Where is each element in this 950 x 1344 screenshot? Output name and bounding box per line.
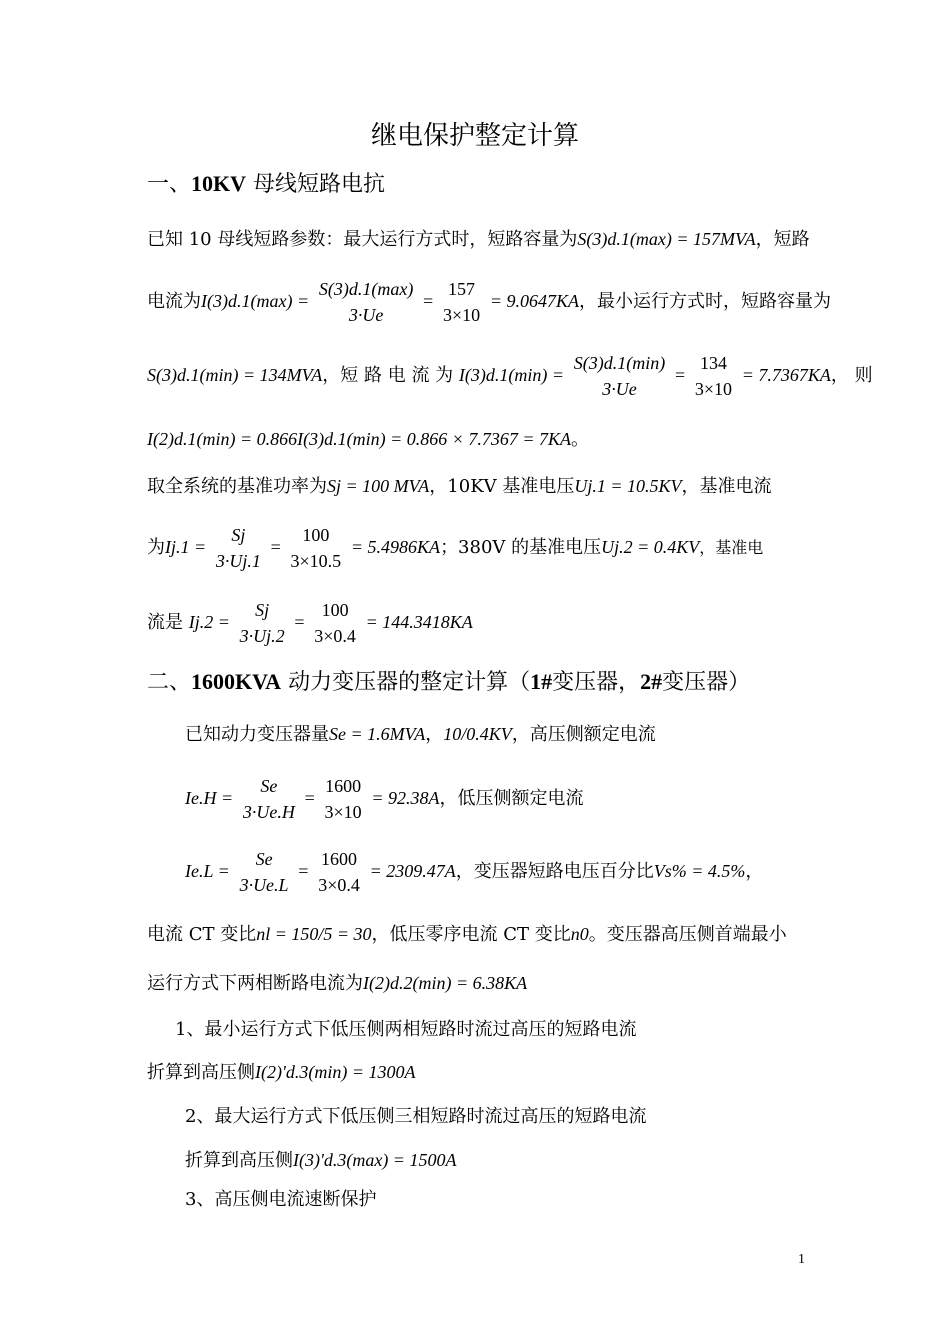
s2-line-5	[147, 971, 527, 996]
section-1-rest: 母线短路电抗	[246, 172, 386, 197]
s1-l1-equation: S(3)d.1(max) = 157MVA	[577, 229, 756, 249]
frac-num: 100	[302, 525, 330, 545]
s2-l4-tail: 。变压器高压侧首端最小	[588, 924, 787, 945]
s1-l6-fraction-1	[216, 522, 261, 574]
frac-num: 134	[699, 353, 727, 373]
s1-l6-eq2: Uj.2 = 0.4KV	[601, 537, 700, 557]
s1-l1-text: 已知 10 母线短路参数：最大运行方式时，短路容量为	[147, 229, 578, 250]
s1-l6-lhs: Ij.1 =	[165, 537, 207, 557]
frac-den: 3×10	[442, 305, 481, 325]
s2-l4-eq2: n0	[570, 924, 589, 944]
frac-den: 3×10	[694, 379, 733, 399]
s1-line-7: 流是 Ij.2 = Sj 3·Uj.2 = 100 3×0.4 = 144.3418KA	[147, 597, 473, 649]
s1-l5-eq2: Uj.1 = 10.5KV	[574, 476, 682, 496]
s1-l3-fraction-2	[695, 350, 732, 402]
s1-l6-mid: ；380V 的基准电压	[440, 537, 602, 558]
section-2-heading	[147, 670, 750, 695]
page-number: 1	[798, 1252, 805, 1267]
s2-item-1: 1、最小运行方式下低压侧两相短路时流过高压的短路电流	[175, 1019, 637, 1040]
section-2-bold-3: 2#	[640, 669, 663, 694]
s2-item-2-b	[185, 1148, 456, 1173]
section-2-bold-1: 1600KVA	[191, 669, 282, 694]
s2-l4-eq: nl = 150/5 = 30	[256, 924, 372, 944]
s1-l4-tail: 。	[571, 429, 590, 450]
s2-l3-fraction-2	[318, 846, 360, 898]
s1-l2-text: 电流为	[147, 291, 201, 312]
s1-l5-eq1: Sj = 100 MVA	[327, 476, 430, 496]
s2-l1-eq2: 10/0.4KV	[443, 724, 512, 744]
s1-l4-equation: I(2)d.1(min) = 0.866I(3)d.1(min) = 0.866 × 7.7367 = 7KA	[147, 429, 572, 449]
s2-item2-b-eq: I(3)'d.3(max) = 1500A	[293, 1150, 457, 1170]
s1-l6-text: 为	[147, 537, 165, 558]
s1-l6-tail: ，基准电	[699, 538, 764, 557]
s1-l5-mid: ，10KV 基准电压	[429, 476, 575, 497]
frac-den: 3·Uj.1	[215, 551, 261, 571]
s1-line-4	[147, 427, 589, 452]
frac-den: 3·Ue	[348, 305, 384, 325]
frac-num: 157	[448, 279, 476, 299]
s1-l3-result: = 7.7367KA	[741, 365, 831, 385]
s1-l7-result: = 144.3418KA	[365, 612, 473, 632]
section-2-bold-2: 1#	[530, 669, 553, 694]
section-1-prefix: 一、	[147, 172, 192, 197]
s1-line-1	[147, 227, 810, 252]
s1-l2-fraction-2	[443, 276, 480, 328]
section-2-mid-2: 变压器，	[552, 670, 641, 695]
s2-line-4	[147, 922, 787, 947]
s1-l7-text: 流是	[147, 612, 183, 633]
s2-l3-mid: ，变压器短路电压百分比	[455, 861, 654, 882]
s2-l3-result: = 2309.47A	[369, 861, 456, 881]
s2-line-2: Ie.H = Se 3·Ue.H = 1600 3×10 = 92.38A，低压侧额定电流	[185, 773, 584, 825]
frac-num: 1600	[321, 849, 358, 869]
s1-l7-fraction-1	[240, 597, 285, 649]
frac-den: 3×0.4	[318, 875, 360, 895]
s2-l3-eq2: Vs% = 4.5%	[653, 861, 746, 881]
s2-l2-fraction-2	[325, 773, 362, 825]
s1-l3-fraction-1	[574, 350, 665, 402]
s2-item2-b-text: 折算到高压侧	[185, 1150, 293, 1171]
section-2-prefix: 二、	[147, 670, 192, 695]
s2-item1-b-text: 折算到高压侧	[147, 1062, 255, 1083]
frac-num: S(3)d.1(min)	[573, 353, 666, 373]
s2-item-1-b	[147, 1060, 415, 1085]
frac-den: 3×0.4	[314, 626, 356, 646]
frac-num: S(3)d.1(max)	[318, 279, 414, 299]
s1-l3-eq1: S(3)d.1(min) = 134MVA	[147, 365, 323, 385]
section-2-mid: 动力变压器的整定计算（	[281, 670, 531, 695]
s1-l5-tail: ，基准电流	[681, 476, 772, 497]
s1-l6-fraction-2	[291, 522, 342, 574]
s1-line-3: S(3)d.1(min) = 134MVA，短 路 电 流 为 I(3)d.1(min) = S(3)d.1(min) 3·Ue = 134 3×10 = 7.7367KA， 则	[147, 350, 873, 402]
frac-num: 1600	[325, 776, 362, 796]
s2-line-3: Ie.L = Se 3·Ue.L = 1600 3×0.4 = 2309.47A，变压器短路电压百分比Vs% = 4.5%，	[185, 846, 763, 898]
s1-l3-tail: ， 则	[830, 365, 873, 386]
s2-line-1	[185, 722, 656, 747]
s2-l3-fraction-1	[240, 846, 289, 898]
frac-num: 100	[321, 600, 349, 620]
s2-l1-text: 已知动力变压器量	[185, 724, 329, 745]
s1-line-5	[147, 474, 772, 499]
section-2-tail: 变压器）	[662, 670, 751, 695]
s1-l2-tail: ，最小运行方式时，短路容量为	[578, 291, 831, 312]
frac-den: 3·Ue.L	[239, 875, 289, 895]
s2-l1-eq: Se = 1.6MVA	[329, 724, 426, 744]
page-title: 继电保护整定计算	[370, 121, 579, 151]
section-1-heading	[147, 172, 385, 197]
s1-line-6: 为Ij.1 = Sj 3·Uj.1 = 100 3×10.5 = 5.4986KA；380V 的基准电压Uj.2 = 0.4KV，基准电	[147, 522, 763, 574]
s1-line-2: 电流为I(3)d.1(max) = S(3)d.1(max) 3·Ue = 157 3×10 = 9.0647KA，最小运行方式时，短路容量为	[147, 276, 831, 328]
s2-l2-fraction-1	[243, 773, 295, 825]
s2-l4-text: 电流 CT 变比	[147, 924, 257, 945]
s2-l3-lhs: Ie.L =	[185, 861, 230, 881]
frac-den: 3×10	[324, 802, 362, 822]
s1-l3-lhs: I(3)d.1(min) =	[458, 365, 565, 385]
s1-l7-fraction-2	[314, 597, 356, 649]
s2-l1-mid: ，	[425, 724, 444, 745]
s2-item1-b-eq: I(2)'d.3(min) = 1300A	[255, 1062, 416, 1082]
s2-l3-tail: ，	[745, 861, 764, 882]
s2-item-3: 3、高压侧电流速断保护	[185, 1189, 377, 1210]
s2-l1-tail: ，高压侧额定电流	[511, 724, 656, 745]
s2-l5-eq: I(2)d.2(min) = 6.38KA	[363, 973, 528, 993]
section-1-bold: 10KV	[191, 171, 247, 196]
s1-l1-tail: ，短路	[755, 229, 810, 250]
s2-l2-result: = 92.38A	[371, 788, 440, 808]
s2-l2-tail: ，低压侧额定电流	[439, 788, 584, 809]
frac-den: 3·Ue.H	[242, 802, 295, 822]
s2-item-2: 2、最大运行方式下低压侧三相短路时流过高压的短路电流	[185, 1106, 647, 1127]
s2-l5-text: 运行方式下两相断路电流为	[147, 973, 363, 994]
s2-l2-lhs: Ie.H =	[185, 788, 234, 808]
frac-num: Sj	[255, 600, 270, 620]
frac-den: 3×10.5	[290, 551, 342, 571]
s1-l2-fraction-1	[319, 276, 413, 328]
s1-l2-lhs: I(3)d.1(max) =	[201, 291, 310, 311]
s1-l2-result: = 9.0647KA	[489, 291, 579, 311]
s1-l5-text: 取全系统的基准功率为	[147, 476, 327, 497]
s1-l6-result: = 5.4986KA	[350, 537, 441, 557]
frac-den: 3·Uj.2	[239, 626, 285, 646]
frac-num: Sj	[231, 525, 246, 545]
s1-l3-mid: ，短 路 电 流 为	[322, 365, 454, 386]
frac-num: Se	[255, 849, 273, 869]
s2-l4-mid: ，低压零序电流 CT 变比	[371, 924, 571, 945]
s1-l7-lhs: Ij.2 =	[188, 612, 230, 632]
frac-num: Se	[260, 776, 278, 796]
frac-den: 3·Ue	[602, 379, 637, 399]
